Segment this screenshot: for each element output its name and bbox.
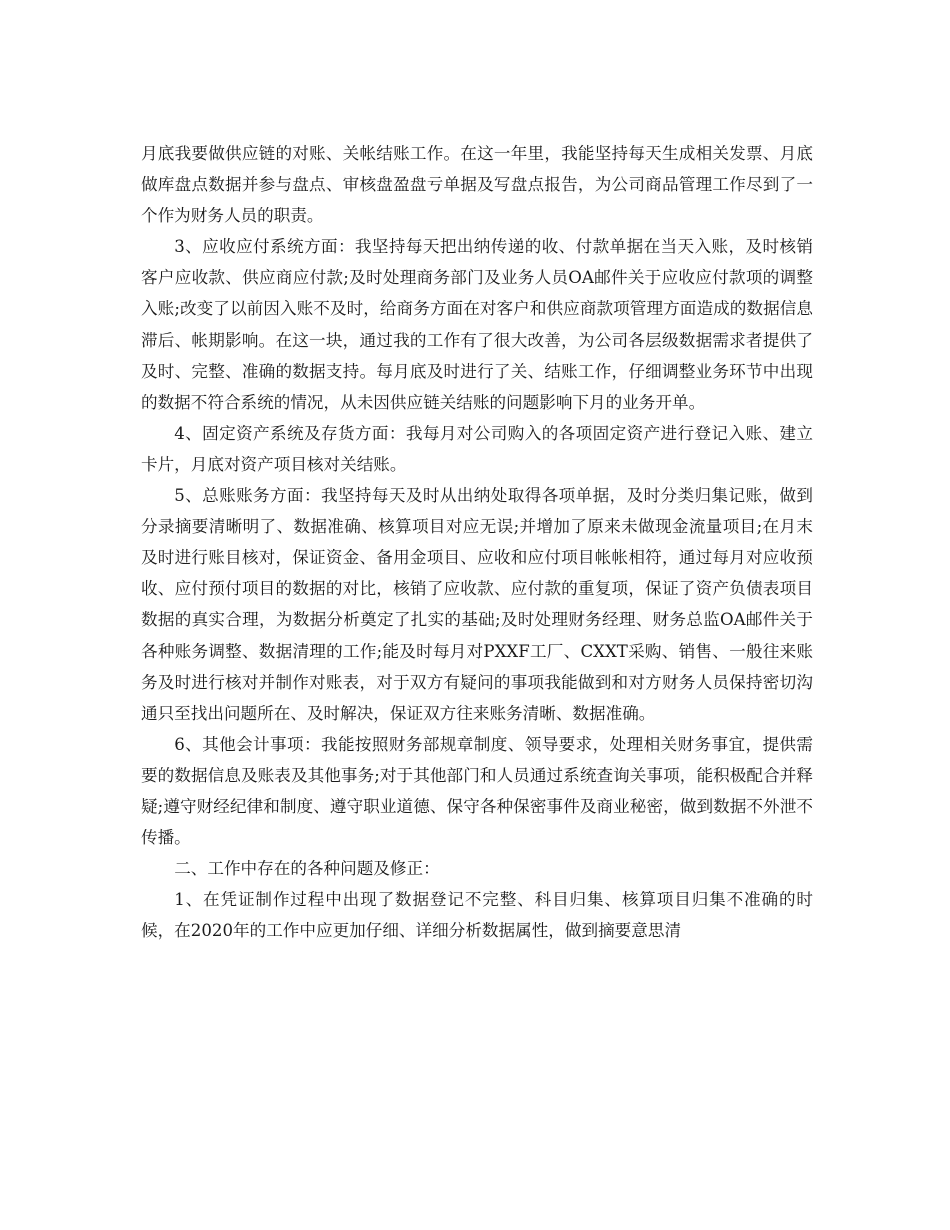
- paragraph-continuation: 月底我要做供应链的对账、关帐结账工作。在这一年里，我能坚持每天生成相关发票、月底做库盘点数据并参与盘点、审核盘盈盘亏单据及写盘点报告，为公司商品管理工作尽到了一个作为财务人员的职责。: [141, 144, 813, 226]
- document-body: [141, 138, 813, 946]
- paragraph-issue-1: 1、在凭证制作过程中出现了数据登记不完整、科目归集、核算项目归集不准确的时候，在2020年的工作中应更加仔细、详细分析数据属性，做到摘要意思清: [141, 890, 813, 941]
- paragraph-item-6-other-accounting: 6、其他会计事项：我能按照财务部规章制度、领导要求，处理相关财务事宜，提供需要的数据信息及账表及其他事务;对于其他部门和人员通过系统查询关事项，能积极配合并释疑;遵守财经纪律和制度、遵守职业道德、保守各种保密事件及商业秘密，做到数据不外泄不传播。: [141, 734, 813, 848]
- section-heading-problems: 二、工作中存在的各种问题及修正：: [174, 859, 440, 879]
- paragraph-item-4-fixed-assets: 4、固定资产系统及存货方面：我每月对公司购入的各项固定资产进行登记入账、建立卡片，月底对资产项目核对关结账。: [141, 423, 813, 474]
- paragraph-item-3-receivables-payables: 3、应收应付系统方面：我坚持每天把出纳传递的收、付款单据在当天入账，及时核销客户应收款、供应商应付款;及时处理商务部门及业务人员OA邮件关于应收应付款项的调整入账;改变了以前因入账不及时，给商务方面在对客户和供应商款项管理方面造成的数据信息滞后、帐期影响。在这一块，通过我的工作有了很大改善，为公司各层级数据需求者提供了及时、完整、准确的数据支持。每月底及时进行了关、结账工作，仔细调整业务环节中出现的数据不符合系统的情况，从未因供应链关结账的问题影响下月的业务开单。: [141, 237, 813, 412]
- paragraph-item-5-general-ledger: 5、总账账务方面：我坚持每天及时从出纳处取得各项单据，及时分类归集记账，做到分录摘要清晰明了、数据准确、核算项目对应无误;并增加了原来未做现金流量项目;在月末及时进行账目核对，保证资金、备用金项目、应收和应付项目帐帐相符，通过每月对应收预收、应付预付项目的数据的对比，核销了应收款、应付款的重复项，保证了资产负债表项目数据的真实合理，为数据分析奠定了扎实的基础;及时处理财务经理、财务总监OA邮件关于各种账务调整、数据清理的工作;能及时每月对PXXF工厂、CXXT采购、销售、一般往来账务及时进行核对并制作对账表，对于双方有疑问的事项我能做到和对方财务人员保持密切沟通只至找出问题所在、及时解决，保证双方往来账务清晰、数据准确。: [141, 486, 813, 723]
